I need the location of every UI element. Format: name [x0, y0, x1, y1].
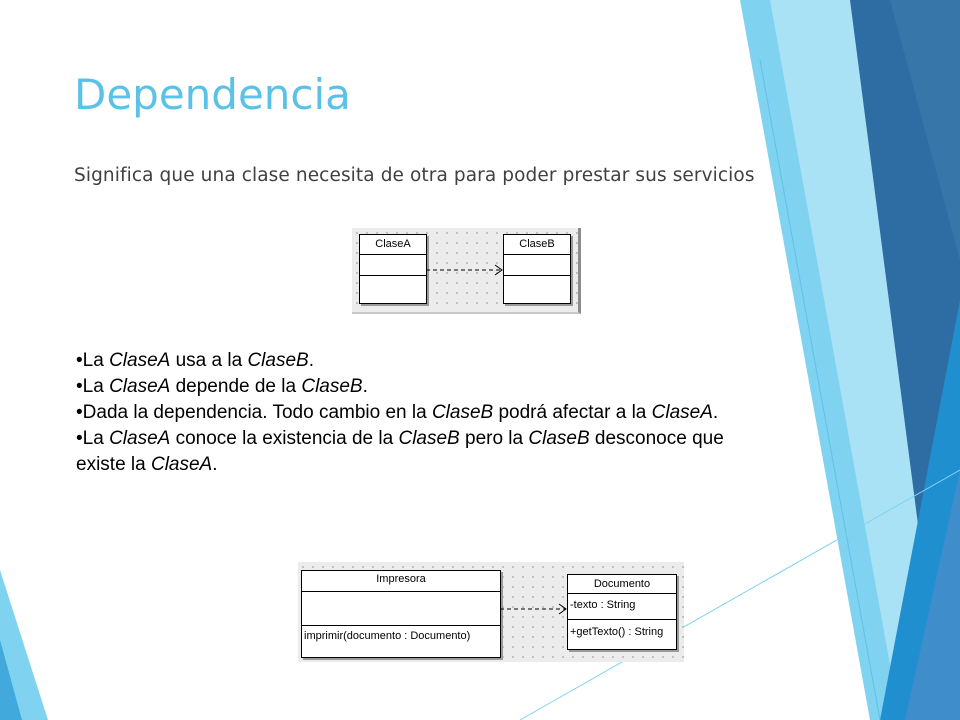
- class-reference: ClaseB: [431, 402, 494, 423]
- bullet-item: [76, 400, 776, 426]
- bullet-text: podrá afectar a la: [493, 402, 652, 423]
- bullet-text: La: [82, 376, 110, 397]
- bullet-text: desconoce que existe la: [76, 428, 724, 475]
- slide-title: Dependencia: [74, 70, 351, 119]
- class-reference: ClaseA: [150, 454, 213, 475]
- slide-subtitle: Significa que una clase necesita de otra para poder prestar sus servicios: [74, 165, 755, 186]
- bullet-text: depende de la: [170, 376, 302, 397]
- bullet-list: [76, 348, 776, 478]
- bullet-text: La: [82, 350, 110, 371]
- bullet-text: conoce la existencia de la: [170, 428, 399, 449]
- bullet-marker: •: [76, 376, 83, 397]
- class-operations: imprimir(documento : Documento): [304, 630, 471, 642]
- bullet-item: [76, 374, 776, 400]
- class-reference: ClaseB: [528, 428, 590, 449]
- bullet-marker: •: [76, 428, 83, 449]
- class-attributes: -texto : String: [568, 594, 676, 620]
- class-name: Impresora: [302, 571, 500, 592]
- class-name: ClaseB: [504, 235, 570, 255]
- bullet-text: .: [308, 350, 314, 371]
- class-reference: ClaseB: [398, 428, 460, 449]
- class-reference: ClaseA: [109, 428, 171, 449]
- class-name: ClaseA: [360, 235, 426, 255]
- class-reference: ClaseB: [247, 350, 309, 371]
- uml-diagram-example: [298, 562, 684, 662]
- bullet-marker: •: [76, 350, 83, 371]
- dependency-arrow: [298, 562, 684, 662]
- class-reference: ClaseA: [109, 350, 171, 371]
- bullet-text: .: [212, 454, 218, 475]
- bullet-text: .: [712, 402, 719, 423]
- bullet-text: pero la: [459, 428, 529, 449]
- uml-diagram-simple: [352, 228, 581, 314]
- bullet-item: [76, 426, 776, 478]
- class-name: Documento: [568, 575, 676, 594]
- bullet-item: [76, 348, 776, 374]
- bullet-marker: •: [76, 402, 83, 423]
- class-operations: +getTexto() : String: [570, 626, 664, 638]
- bullet-text: La: [82, 428, 110, 449]
- bullet-text: .: [362, 376, 368, 397]
- class-reference: ClaseB: [301, 376, 363, 397]
- class-reference: ClaseA: [651, 402, 713, 423]
- class-reference: ClaseA: [109, 376, 171, 397]
- dependency-arrow: [352, 228, 578, 312]
- bullet-text: usa a la: [170, 350, 248, 371]
- bullet-text: Dada la dependencia. Todo cambio en la: [82, 402, 432, 423]
